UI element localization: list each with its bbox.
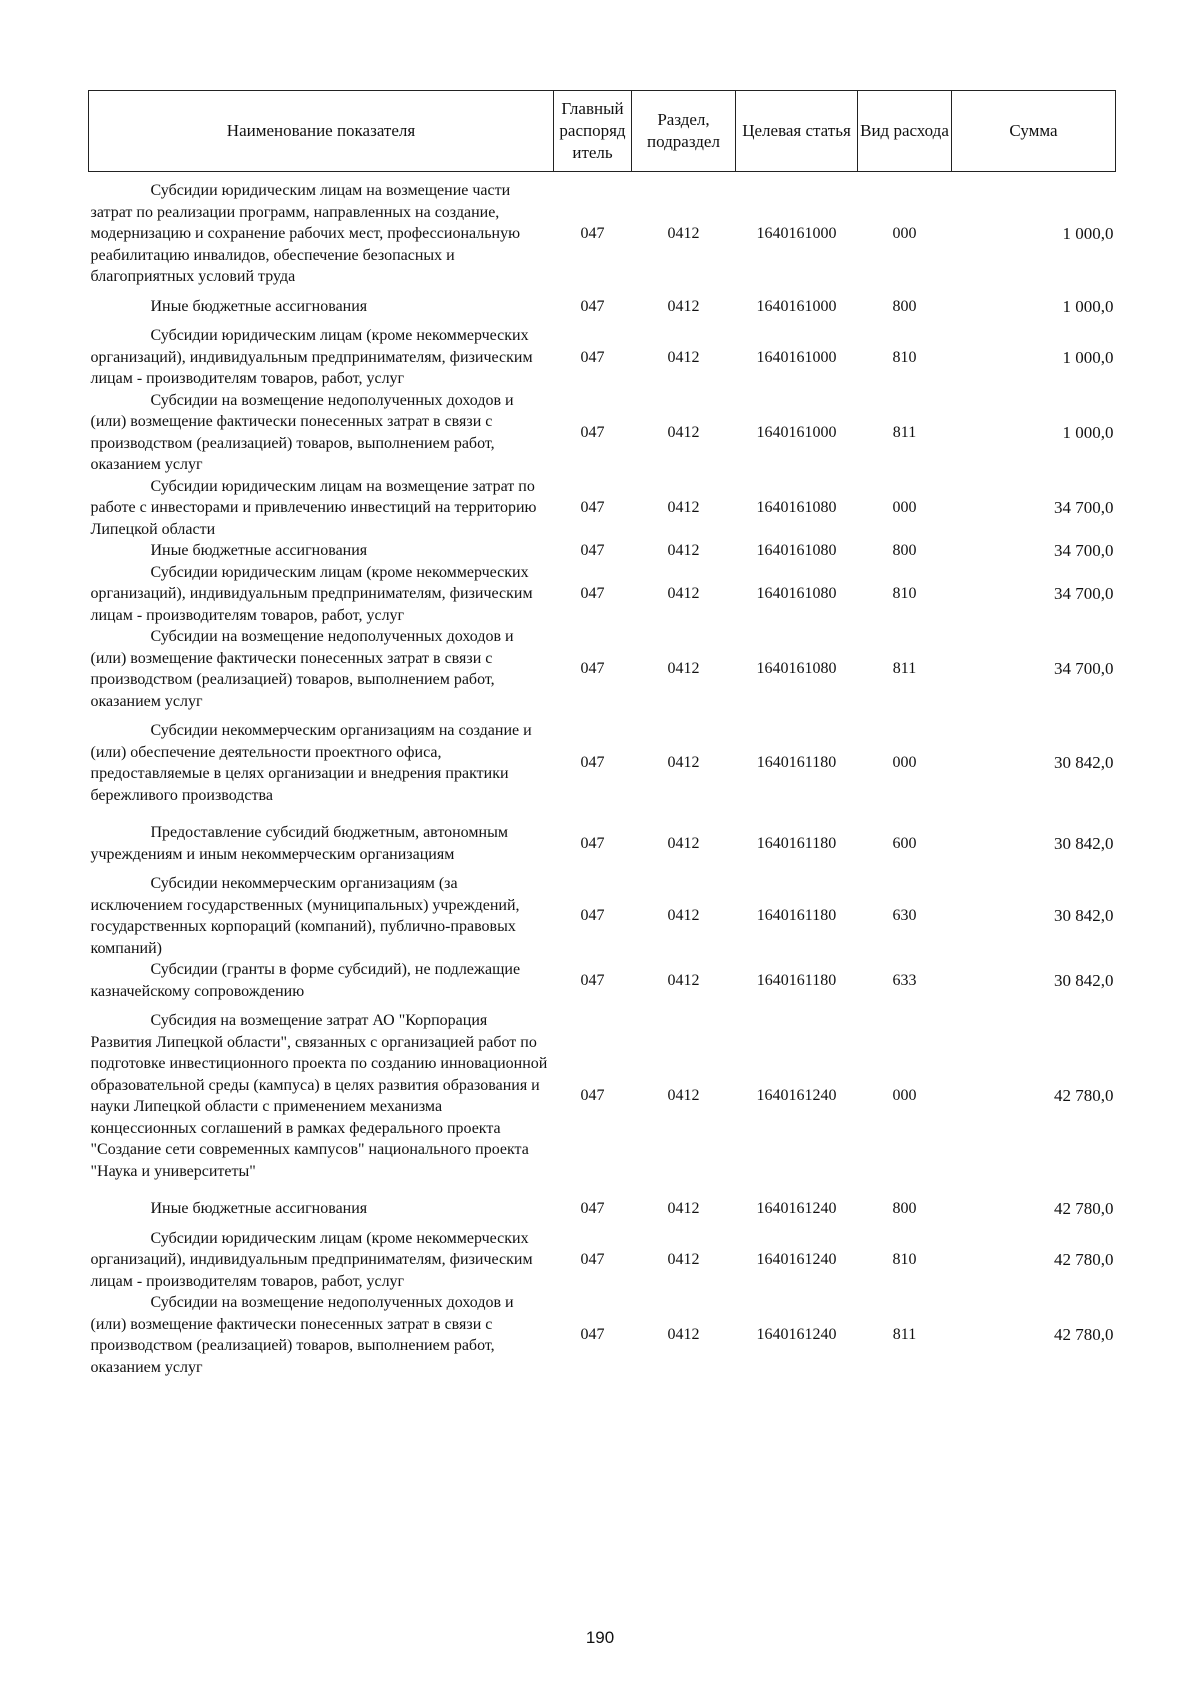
header-article: Целевая статья (736, 91, 858, 172)
row-vid: 811 (892, 1326, 917, 1344)
table-row (89, 172, 1116, 288)
row-section: 0412 (667, 423, 700, 441)
row-article: 1640161240 (756, 1251, 837, 1268)
row-vid: 811 (892, 660, 917, 678)
row-sum: 34 700,0 (1054, 541, 1114, 560)
row-name-cell (89, 325, 554, 390)
row-grbs: 047 (580, 907, 605, 925)
row-grbs: 047 (580, 1087, 605, 1105)
row-name: Субсидии юридическим лицам на возмещение части затрат по реализации программ, направленных на создание, модернизацию и сохранение рабочих мест, профессиональную реабилитацию инвалидов, обеспечение безопасных и благоприятных условий труда (90, 182, 521, 285)
row-name-cell (89, 873, 554, 959)
row-name: Субсидии (гранты в форме субсидий), не подлежащие казначейскому сопровождению (90, 961, 521, 1000)
row-grbs: 047 (580, 754, 605, 772)
row-grbs: 047 (580, 834, 605, 852)
row-article: 1640161180 (756, 834, 837, 852)
row-article: 1640161080 (756, 660, 837, 678)
row-name: Субсидии юридическим лицам (кроме некоммерческих организаций), индивидуальным предпринимателям, физическим лицам - производителям товаров, работ, услуг (90, 1229, 533, 1290)
row-section: 0412 (667, 585, 700, 602)
header-vid: Вид расхода (858, 91, 952, 172)
row-vid: 810 (892, 1251, 917, 1268)
row-sum: 30 842,0 (1054, 833, 1114, 853)
table-row (89, 1228, 1116, 1293)
table-row (89, 814, 1116, 873)
row-grbs: 047 (580, 585, 605, 602)
row-sum: 34 700,0 (1054, 659, 1114, 679)
row-name-cell (89, 172, 554, 288)
row-name: Субсидии некоммерческим организациям (за исключением государственных (муниципальных) учреждений, государственных корпораций (компаний), публично-правовых компаний) (90, 875, 520, 957)
row-article: 1640161180 (756, 754, 837, 772)
row-name-cell (89, 540, 554, 562)
header-grbs: Главный распоряд итель (554, 91, 632, 172)
row-name: Субсидии юридическим лицам (кроме некоммерческих организаций), индивидуальным предпринимателям, физическим лицам - производителям товаров, работ, услуг (90, 563, 533, 624)
row-vid: 000 (892, 225, 917, 242)
row-sum: 30 842,0 (1054, 906, 1114, 926)
table-row (89, 712, 1116, 814)
row-name-cell (89, 959, 554, 1002)
row-section: 0412 (667, 1326, 700, 1344)
row-name-cell (89, 626, 554, 712)
row-article: 1640161080 (756, 499, 837, 516)
row-article: 1640161000 (756, 225, 837, 242)
row-vid: 811 (892, 423, 917, 441)
row-article: 1640161080 (756, 585, 837, 602)
row-sum: 30 842,0 (1054, 753, 1114, 773)
row-article: 1640161240 (756, 1087, 837, 1105)
row-name: Иные бюджетные ассигнования (150, 1200, 368, 1217)
document-page (88, 90, 1115, 1378)
row-sum: 42 780,0 (1054, 1086, 1114, 1106)
row-article: 1640161000 (756, 423, 837, 441)
row-article: 1640161240 (756, 1200, 837, 1217)
row-section: 0412 (667, 297, 700, 315)
row-article: 1640161000 (756, 297, 837, 315)
row-article: 1640161080 (756, 542, 837, 559)
row-name: Субсидии некоммерческим организациям на создание и (или) обеспечение деятельности проектного офиса, предоставляемые в целях организации и внедрения практики бережливого производства (90, 722, 532, 804)
row-name: Иные бюджетные ассигнования (150, 297, 368, 315)
row-name-cell (89, 1190, 554, 1228)
table-row (89, 390, 1116, 476)
row-section: 0412 (667, 1200, 700, 1217)
row-article: 1640161000 (756, 348, 837, 366)
row-name-cell (89, 1292, 554, 1378)
row-sum: 34 700,0 (1054, 498, 1114, 517)
row-grbs: 047 (580, 1326, 605, 1344)
table-row (89, 873, 1116, 959)
page-number: 190 (585, 1628, 615, 1647)
row-name-cell (89, 1228, 554, 1293)
row-section: 0412 (667, 499, 700, 516)
row-section: 0412 (667, 660, 700, 678)
row-vid: 000 (892, 1087, 917, 1105)
row-grbs: 047 (580, 542, 605, 559)
row-vid: 633 (892, 971, 917, 989)
row-grbs: 047 (580, 225, 605, 242)
row-sum: 1 000,0 (1062, 347, 1114, 367)
row-sum: 34 700,0 (1054, 584, 1114, 603)
row-sum: 1 000,0 (1062, 224, 1114, 243)
row-name-cell (89, 562, 554, 627)
header-section: Раздел, подраздел (632, 91, 736, 172)
row-name: Субсидия на возмещение затрат АО "Корпорация Развития Липецкой области", связанных с организацией работ по подготовке инвестиционного проекта по созданию инновационной образовательной среды (кампуса) в целях развития образования и науки Липецкой области с применением механизма концессионных соглашений в рамках федерального проекта "Создание сети современных кампусов" национального проекта "Наука и университеты" (90, 1012, 548, 1180)
row-grbs: 047 (580, 297, 605, 315)
row-sum: 42 780,0 (1054, 1325, 1114, 1345)
row-sum: 1 000,0 (1062, 422, 1114, 442)
row-section: 0412 (667, 348, 700, 366)
row-sum: 42 780,0 (1054, 1250, 1114, 1269)
row-vid: 800 (892, 297, 917, 315)
row-section: 0412 (667, 225, 700, 242)
row-name: Субсидии на возмещение недополученных доходов и (или) возмещение фактически понесенных затрат в связи с производством (реализацией) товаров, выполнением работ, оказанием услуг (90, 1294, 514, 1376)
table-row (89, 476, 1116, 541)
row-section: 0412 (667, 971, 700, 989)
table-row (89, 626, 1116, 712)
row-name: Субсидии юридическим лицам на возмещение затрат по работе с инвесторами и привлечению инвестиций на территорию Липецкой области (90, 477, 537, 538)
table-row (89, 325, 1116, 390)
table-row (89, 540, 1116, 562)
row-name: Предоставление субсидий бюджетным, автономным учреждениям и иным некоммерческим организациям (90, 824, 508, 863)
row-vid: 810 (892, 348, 917, 366)
row-vid: 000 (892, 754, 917, 772)
row-name: Иные бюджетные ассигнования (150, 542, 368, 559)
row-name-cell (89, 390, 554, 476)
row-article: 1640161180 (756, 907, 837, 925)
row-name-cell (89, 288, 554, 326)
header-sum: Сумма (952, 91, 1116, 172)
table-row (89, 562, 1116, 627)
table-row (89, 1292, 1116, 1378)
row-name-cell (89, 814, 554, 873)
row-grbs: 047 (580, 1200, 605, 1217)
row-section: 0412 (667, 542, 700, 559)
row-grbs: 047 (580, 971, 605, 989)
row-section: 0412 (667, 754, 700, 772)
row-vid: 800 (892, 1200, 917, 1217)
row-name-cell (89, 712, 554, 814)
header-name: Наименование показателя (89, 91, 554, 172)
row-grbs: 047 (580, 423, 605, 441)
row-section: 0412 (667, 1087, 700, 1105)
row-article: 1640161180 (756, 971, 837, 989)
table-row (89, 288, 1116, 326)
row-sum: 42 780,0 (1054, 1199, 1114, 1218)
row-section: 0412 (667, 1251, 700, 1268)
row-vid: 000 (892, 499, 917, 516)
row-section: 0412 (667, 907, 700, 925)
row-name: Субсидии юридическим лицам (кроме некоммерческих организаций), индивидуальным предпринимателям, физическим лицам - производителям товаров, работ, услуг (90, 327, 533, 387)
row-name: Субсидии на возмещение недополученных доходов и (или) возмещение фактически понесенных затрат в связи с производством (реализацией) товаров, выполнением работ, оказанием услуг (90, 628, 514, 710)
budget-table (88, 90, 1116, 1378)
row-grbs: 047 (580, 499, 605, 516)
table-header (89, 91, 1116, 172)
row-name: Субсидии на возмещение недополученных доходов и (или) возмещение фактически понесенных затрат в связи с производством (реализацией) товаров, выполнением работ, оказанием услуг (90, 391, 514, 473)
row-vid: 600 (892, 834, 917, 852)
table-row (89, 959, 1116, 1002)
row-article: 1640161240 (756, 1326, 837, 1344)
row-section: 0412 (667, 834, 700, 852)
row-vid: 800 (892, 542, 917, 559)
row-sum: 30 842,0 (1054, 970, 1114, 990)
table-row (89, 1002, 1116, 1190)
row-grbs: 047 (580, 1251, 605, 1268)
table-row (89, 1190, 1116, 1228)
table-body (89, 172, 1116, 1379)
row-sum: 1 000,0 (1062, 296, 1114, 316)
row-vid: 630 (892, 907, 917, 925)
row-vid: 810 (892, 585, 917, 602)
row-grbs: 047 (580, 348, 605, 366)
row-name-cell (89, 1002, 554, 1190)
row-grbs: 047 (580, 660, 605, 678)
row-name-cell (89, 476, 554, 541)
